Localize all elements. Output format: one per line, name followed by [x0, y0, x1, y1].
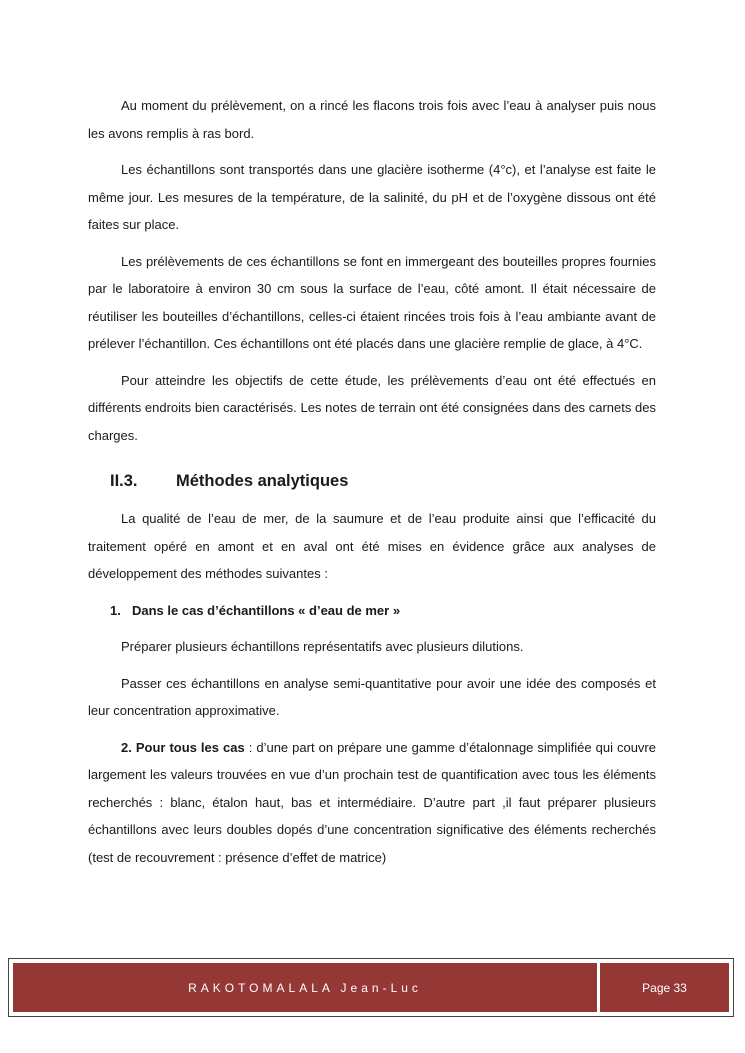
- all-cases-text: : d’une part on prépare une gamme d’étalonnage simplifiée qui couvre largement les valeurs trouvées en vue d’un prochain test de quantification avec tous les éléments recherchés : blanc, étalon haut, bas et intermédiaire. D’autre part ,il faut préparer plusieurs échantillons avec leurs doubles dopés d’une concentration significative des éléments recherchés (test de recouvrement : présence d’effet de matrice): [88, 739, 656, 865]
- paragraph-prepare-samples: Préparer plusieurs échantillons représentatifs avec plusieurs dilutions.: [121, 639, 524, 654]
- list-item-label: Dans le cas d’échantillons « d’eau de mer »: [132, 602, 401, 618]
- footer-page-number: Page 33: [600, 963, 729, 1012]
- section-number: II.3.: [110, 472, 138, 490]
- all-cases-label: 2. Pour tous les cas: [121, 739, 245, 755]
- paragraph-section-intro: La qualité de l’eau de mer, de la saumure et de l’eau produite ainsi que l’efficacité du traitement opéré en amont et en aval ont été mises en évidence grâce aux analyses de développement des méthodes suivantes :: [88, 511, 656, 581]
- section-heading: [110, 467, 656, 495]
- page-footer: [8, 958, 734, 1017]
- list-item-number: 1.: [110, 602, 121, 618]
- page-body: [88, 92, 656, 880]
- paragraph-semi-quantitative: Passer ces échantillons en analyse semi-quantitative pour avoir une idée des composés et leur concentration approximative.: [88, 675, 656, 718]
- section-title: Méthodes analytiques: [176, 472, 349, 490]
- paragraph-rinsing: Au moment du prélèvement, on a rincé les flacons trois fois avec l’eau à analyser puis nous les avons remplis à ras bord.: [88, 98, 656, 141]
- paragraph-all-cases: [88, 734, 656, 872]
- footer-author: RAKOTOMALALA Jean-Luc: [13, 963, 597, 1012]
- list-item-seawater: [110, 597, 656, 625]
- paragraph-transport: Les échantillons sont transportés dans une glacière isotherme (4°c), et l’analyse est faite le même jour. Les mesures de la température, de la salinité, du pH et de l’oxygène dissous ont été faites sur place.: [88, 162, 656, 232]
- paragraph-objectives: Pour atteindre les objectifs de cette étude, les prélèvements d’eau ont été effectués en différents endroits bien caractérisés. Les notes de terrain ont été consignées dans des carnets des charges.: [88, 372, 656, 443]
- paragraph-sampling: Les prélèvements de ces échantillons se font en immergeant des bouteilles propres fournies par le laboratoire à environ 30 cm sous la surface de l’eau, côté amont. Il était nécessaire de réutiliser les bouteilles d’échantillons, celles-ci étaient rincées trois fois à l’eau ambiante avant de prélever l’échantillon. Ces échantillons ont été placés dans une glacière remplie de glace, à 4°C.: [88, 253, 656, 351]
